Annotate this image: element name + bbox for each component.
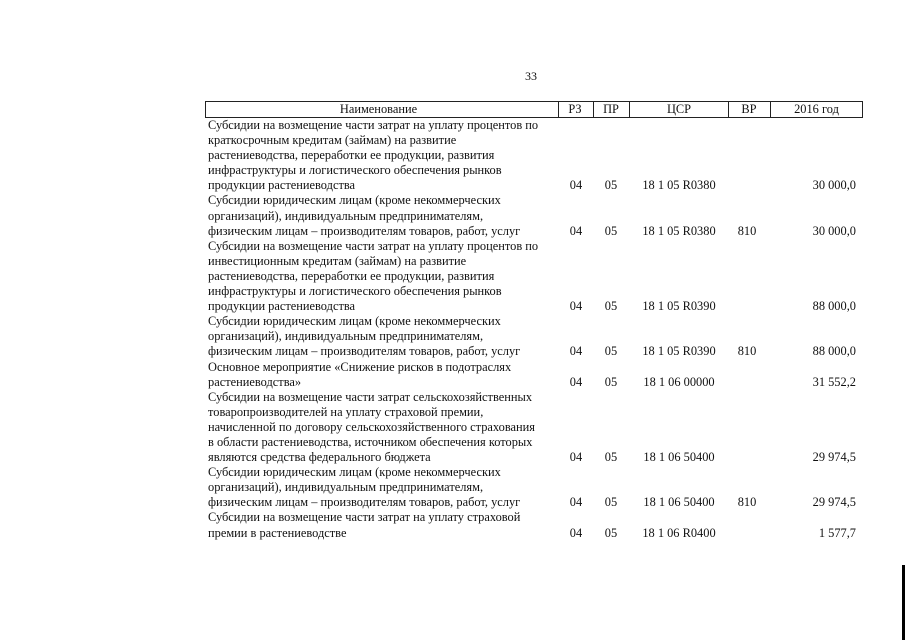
header-csr: ЦСР (666, 102, 692, 116)
table-row (205, 390, 863, 465)
header-pr: ПР (603, 102, 619, 116)
row-amount: 29 974,5 (812, 450, 856, 465)
header-rz: РЗ (568, 102, 582, 116)
row-vr: 810 (737, 344, 757, 359)
header-vr: ВР (741, 102, 757, 116)
row-csr: 18 1 06 00000 (643, 374, 715, 389)
header-name: Наименование (339, 102, 418, 116)
row-rz: 04 (569, 344, 583, 359)
row-rz: 04 (569, 525, 583, 540)
row-amount: 31 552,2 (812, 374, 856, 389)
row-pr: 05 (604, 450, 618, 465)
row-pr: 05 (604, 299, 618, 314)
row-csr: 18 1 06 R0400 (642, 525, 716, 540)
row-pr: 05 (604, 374, 618, 389)
row-pr: 05 (604, 344, 618, 359)
row-csr: 18 1 05 R0390 (642, 299, 716, 314)
row-name: Субсидии на возмещение части затрат сельскохозяйственных товаропроизводителей на уплату страховой премии, начисленной по договору сельскохозяйственного страхования в области растениеводства, источником обеспечения которых являются средства федерального бюджета (208, 389, 535, 465)
row-name: Субсидии на возмещение части затрат на уплату процентов по инвестиционным кредитам (займам) на развитие растениеводства, переработки ее продукции, развития инфраструктуры и логистического обеспечения рынков продукции растениеводства (208, 238, 539, 314)
row-pr: 05 (604, 525, 618, 540)
table-row (205, 314, 863, 359)
table-row (205, 193, 863, 238)
row-amount: 1 577,7 (818, 525, 856, 540)
row-rz: 04 (569, 223, 583, 238)
row-rz: 04 (569, 299, 583, 314)
row-rz: 04 (569, 450, 583, 465)
row-rz: 04 (569, 178, 583, 193)
row-vr: 810 (737, 223, 757, 238)
row-rz: 04 (569, 495, 583, 510)
row-amount: 29 974,5 (812, 495, 856, 510)
page-number: 33 (525, 69, 537, 83)
row-csr: 18 1 06 50400 (643, 495, 715, 510)
row-name: Субсидии на возмещение части затрат на уплату процентов по краткосрочным кредитам (займам) на развитие растениеводства, переработки ее продукции, развития инфраструктуры и логистического обеспечения рынков продукции растениеводства (208, 118, 539, 193)
row-amount: 30 000,0 (812, 178, 856, 193)
row-name: Субсидии юридическим лицам (кроме некоммерческих организаций), индивидуальным предпринимателям, физическим лицам – производителям товаров, работ, услуг (208, 193, 521, 238)
budget-table (205, 101, 863, 541)
row-csr: 18 1 05 R0380 (642, 178, 716, 193)
row-amount: 88 000,0 (812, 344, 856, 359)
row-name: Субсидии юридическим лицам (кроме некоммерческих организаций), индивидуальным предпринимателям, физическим лицам – производителям товаров, работ, услуг (208, 314, 521, 359)
row-amount: 88 000,0 (812, 299, 856, 314)
row-pr: 05 (604, 223, 618, 238)
table-row (205, 510, 863, 540)
row-rz: 04 (569, 374, 583, 389)
row-csr: 18 1 05 R0390 (642, 344, 716, 359)
row-name: Субсидии на возмещение части затрат на уплату страховой премии в растениеводстве (208, 510, 521, 540)
table-row (205, 360, 863, 390)
row-pr: 05 (604, 495, 618, 510)
row-csr: 18 1 06 50400 (643, 450, 715, 465)
row-name: Основное мероприятие «Снижение рисков в подотраслях растениеводства» (208, 359, 512, 389)
row-pr: 05 (604, 178, 618, 193)
row-name: Субсидии юридическим лицам (кроме некоммерческих организаций), индивидуальным предпринимателям, физическим лицам – производителям товаров, работ, услуг (208, 465, 521, 510)
table-row (205, 118, 863, 193)
table-row (205, 239, 863, 314)
table-header (205, 101, 863, 118)
row-amount: 30 000,0 (812, 223, 856, 238)
table-row (205, 465, 863, 510)
row-csr: 18 1 05 R0380 (642, 223, 716, 238)
header-year: 2016 год (794, 102, 839, 116)
row-vr: 810 (737, 495, 757, 510)
table-body (205, 118, 863, 541)
